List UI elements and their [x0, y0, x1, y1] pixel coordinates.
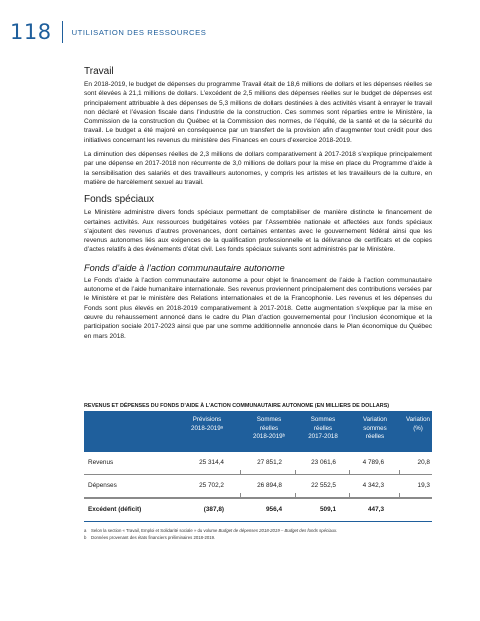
heading-travail: Travail — [84, 66, 114, 77]
paragraph-travail-2: La diminution des dépenses réelles de 2,3 millions de dollars comparativement à 2017-2018 s’explique principalement par une dépense en 2017-2018 non récurrente de 3,0 millions de dollars pour la mise en place du Programme d’aide à la sensibilisation des salariés et des travailleurs autonomes, y compris les artistes et les travailleurs de la culture, en matière de harcèlement sexuel au travail. — [84, 151, 432, 186]
table-cell: 25 702,2 — [199, 482, 224, 489]
paragraph-fonds-aide: Le Fonds d’aide à l’action communautaire autonome a pour objet le financement de l’aide à l’action communautaire autonome et de l’aide humanitaire internationale. Ses revenus proviennent principalement des contributions versées par le Ministère et par le ministère des Relations internationales et de la Francophonie. Les revenus et les dépenses du Fonds sont plus élevés en 2018-2019 comparativement à 2017-2018. Cette augmentation s’explique par la mise en œuvre du rehaussement annoncé dans le cadre du Plan d’action gouvernemental pour l’inclusion économique et la participation sociale 2017-2023 ainsi que par une somme additionnelle annoncée dans le Plan économique du Québec en mars 2018. — [84, 276, 432, 340]
table-cell: 20,8 — [417, 459, 430, 466]
table-cell: 956,4 — [266, 506, 282, 513]
table-cell: 509,1 — [320, 506, 336, 513]
column-header-variation: Variation sommes réelles — [363, 416, 387, 441]
paragraph-travail-1: En 2018-2019, le budget de dépenses du programme Travail était de 18,6 millions de dollars et les dépenses réelles se sont élevées à 21,1 millions de dollars. L’excédent de 2,5 millions des dépenses réelles sur le budget de dépenses est principalement attribuable à des dépenses de 5,3 millions de dollars destinées à des activités visant à enrayer le travail non déclaré et l’évasion fiscale dans l’industrie de la construction. Ces sommes sont réparties entre le Ministère, la Commission de la construction du Québec et la Commission des normes, de l’équité, de la santé et de la sécurité du travail. Le budget a été majoré en conséquence par un transfert de la provision afin d’augmenter tout crédit pour des initiatives concernant les revenus du ministère des Finances en cours d’exercice 2018-2019. — [84, 81, 432, 144]
table-title: REVENUS ET DÉPENSES DU FONDS D’AIDE À L’ACTION COMMUNAUTAIRE AUTONOME (EN MILLIERS DE DOLLARS) — [84, 403, 432, 412]
revenue-expense-table — [84, 403, 432, 541]
column-header-variation-pct: Variation (%) — [406, 416, 430, 432]
column-header-previsions: Prévisions 2018-2019ᵃ — [191, 416, 223, 432]
table-cell: 23 061,6 — [311, 459, 336, 466]
table-row-revenus — [84, 452, 432, 475]
table-cell: 27 851,2 — [257, 459, 282, 466]
column-header-reelles-2018: Sommes réelles 2018-2019ᵇ — [253, 416, 285, 441]
column-header-reelles-2017: Sommes réelles 2017-2018 — [308, 416, 338, 441]
page-header — [10, 20, 206, 44]
row-label: Excédent (déficit) — [88, 506, 142, 513]
main-content — [84, 66, 432, 341]
table-cell: 26 894,8 — [257, 482, 282, 489]
section-title: UTILISATION DES RESSOURCES — [71, 27, 207, 37]
table-row-depenses — [84, 475, 432, 498]
footnote-b: b Données provenant des états financiers préliminaires 2018-2019. — [84, 534, 216, 540]
row-label: Dépenses — [88, 482, 117, 489]
table-cell: 4 342,3 — [362, 482, 384, 489]
table-cell: 25 314,4 — [199, 459, 224, 466]
heading-fonds-aide: Fonds d’aide à l’action communautaire autonome — [84, 262, 285, 273]
table-cell: 22 552,5 — [311, 482, 336, 489]
footnote-a: a Selon la section « Travail, Emploi et Solidarité sociale » du volume Budget de dépenses 2018-2019 – Budget des fonds spéciaux. — [84, 528, 338, 533]
page-number: 118 — [10, 20, 52, 44]
table-header — [84, 412, 432, 452]
row-label: Revenus — [88, 459, 114, 466]
table-notes — [84, 528, 432, 541]
table-cell: 19,3 — [417, 482, 430, 489]
header-divider — [62, 21, 63, 43]
table-cell: (387,8) — [203, 506, 224, 513]
table-row-excedent — [84, 498, 432, 522]
paragraph-fonds-speciaux: Le Ministère administre divers fonds spéciaux permettant de comptabiliser de manière distincte le financement de certaines activités. Aux ressources budgétaires votées par l’Assemblée nationale et affectées aux fonds spéciaux s’ajoutent des revenus d’autres provenances, dont certaines ententes avec le gouvernement fédéral ainsi que les revenus autonomes liés aux exigences de la qualification professionnelle et la délivrance de certificats et de copies d’actes relatifs à des événements d’état civil. Les fonds spéciaux suivants sont administrés par le Ministère. — [84, 209, 432, 254]
table-cell: 447,3 — [368, 506, 384, 513]
table-cell: 4 789,6 — [362, 459, 384, 466]
heading-fonds-speciaux: Fonds spéciaux — [84, 194, 155, 206]
